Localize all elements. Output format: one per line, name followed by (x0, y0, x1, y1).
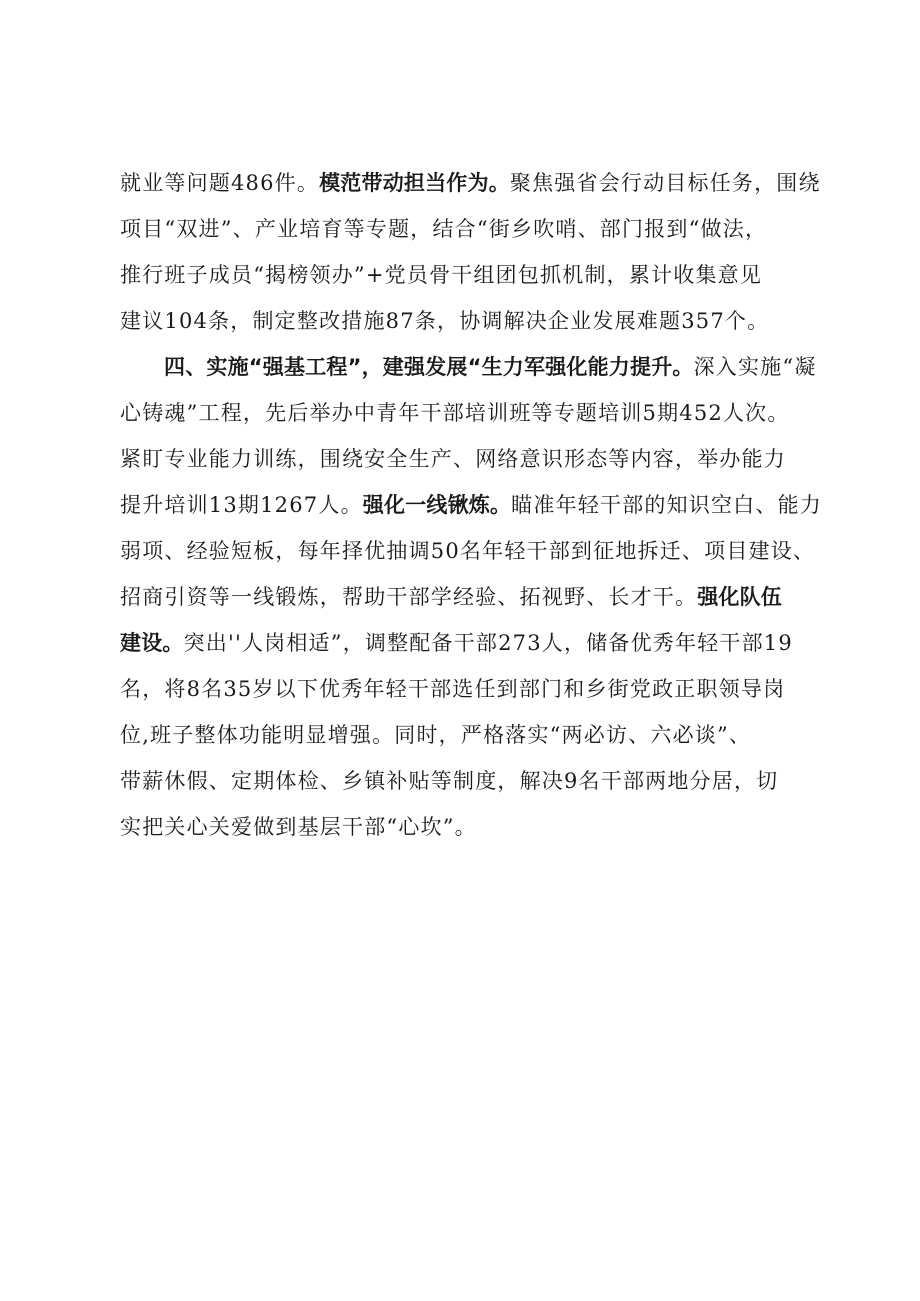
text-run: 提升培训13期1267人。 (120, 493, 363, 517)
text-run: 深入实施“凝 (693, 355, 817, 379)
paragraph-2-line-7 (120, 620, 820, 666)
paragraph-2-line-4 (120, 482, 820, 528)
paragraph-2-line-1 (120, 344, 820, 390)
bold-heading-run: 模范带动担当作为。 (319, 171, 510, 195)
paragraph-2-line-9: 位,班子整体功能明显增强。同时，严格落实“两必访、六必谈”、 (120, 723, 752, 747)
text-run: 瞄准年轻干部的知识空白、能力 (511, 493, 822, 517)
paragraph-2-line-11: 实把关心关爱做到基层干部“心坎”。 (120, 815, 477, 839)
bold-heading-run: 强化一线锹炼。 (362, 493, 512, 517)
paragraph-1-line-4: 建议104条，制定整改措施87条，协调解决企业发展难题357个。 (120, 309, 770, 333)
paragraph-2-line-3: 紧盯专业能力训练，围绕安全生产、网络意识形态等内容，举办能力 (120, 447, 786, 471)
bold-heading-run: 强化队伍 (697, 585, 783, 609)
paragraph-2-line-10: 带薪休假、定期体检、乡镇补贴等制度，解决9名干部两地分居，切 (120, 769, 779, 793)
paragraph-1-line-2: 项目“双进”、产业培育等专题，结合“街乡吹哨、部门报到“做法， (120, 217, 768, 241)
paragraph-1-line-1 (120, 160, 820, 206)
paragraph-2-line-6 (120, 574, 820, 620)
paragraph-2 (120, 344, 820, 850)
text-run: 招商引资等一线锻炼，帮助干部学经验、拓视野、长才干。 (120, 585, 698, 609)
paragraph-1 (120, 160, 820, 344)
paragraph-2-line-2: 心铸魂”工程，先后举办中青年干部培训班等专题培训5期452人次。 (120, 401, 790, 425)
text-run: 就业等问题486件。 (120, 171, 320, 195)
text-run: 聚焦强省会行动目标任务，围绕 (509, 171, 821, 195)
paragraph-2-line-8: 名，将8名35岁以下优秀年轻干部选任到部门和乡街党政正职领导岗 (120, 677, 786, 701)
paragraph-1-line-3: 推行班子成员“揭榜领办”+党员骨干组团包抓机制，累计收集意见 (120, 263, 763, 287)
text-run: 突出''人岗相适”，调整配备干部273人，储备优秀年轻干部19 (183, 631, 793, 655)
paragraph-2-line-5: 弱项、经验短板，每年择优抽调50名年轻干部到征地拆迁、项目建设、 (120, 539, 816, 563)
bold-heading-run: 建设。 (120, 631, 184, 655)
section-heading-run: 四、实施“强基工程”，建强发展“生力军强化能力提升。 (164, 355, 694, 379)
